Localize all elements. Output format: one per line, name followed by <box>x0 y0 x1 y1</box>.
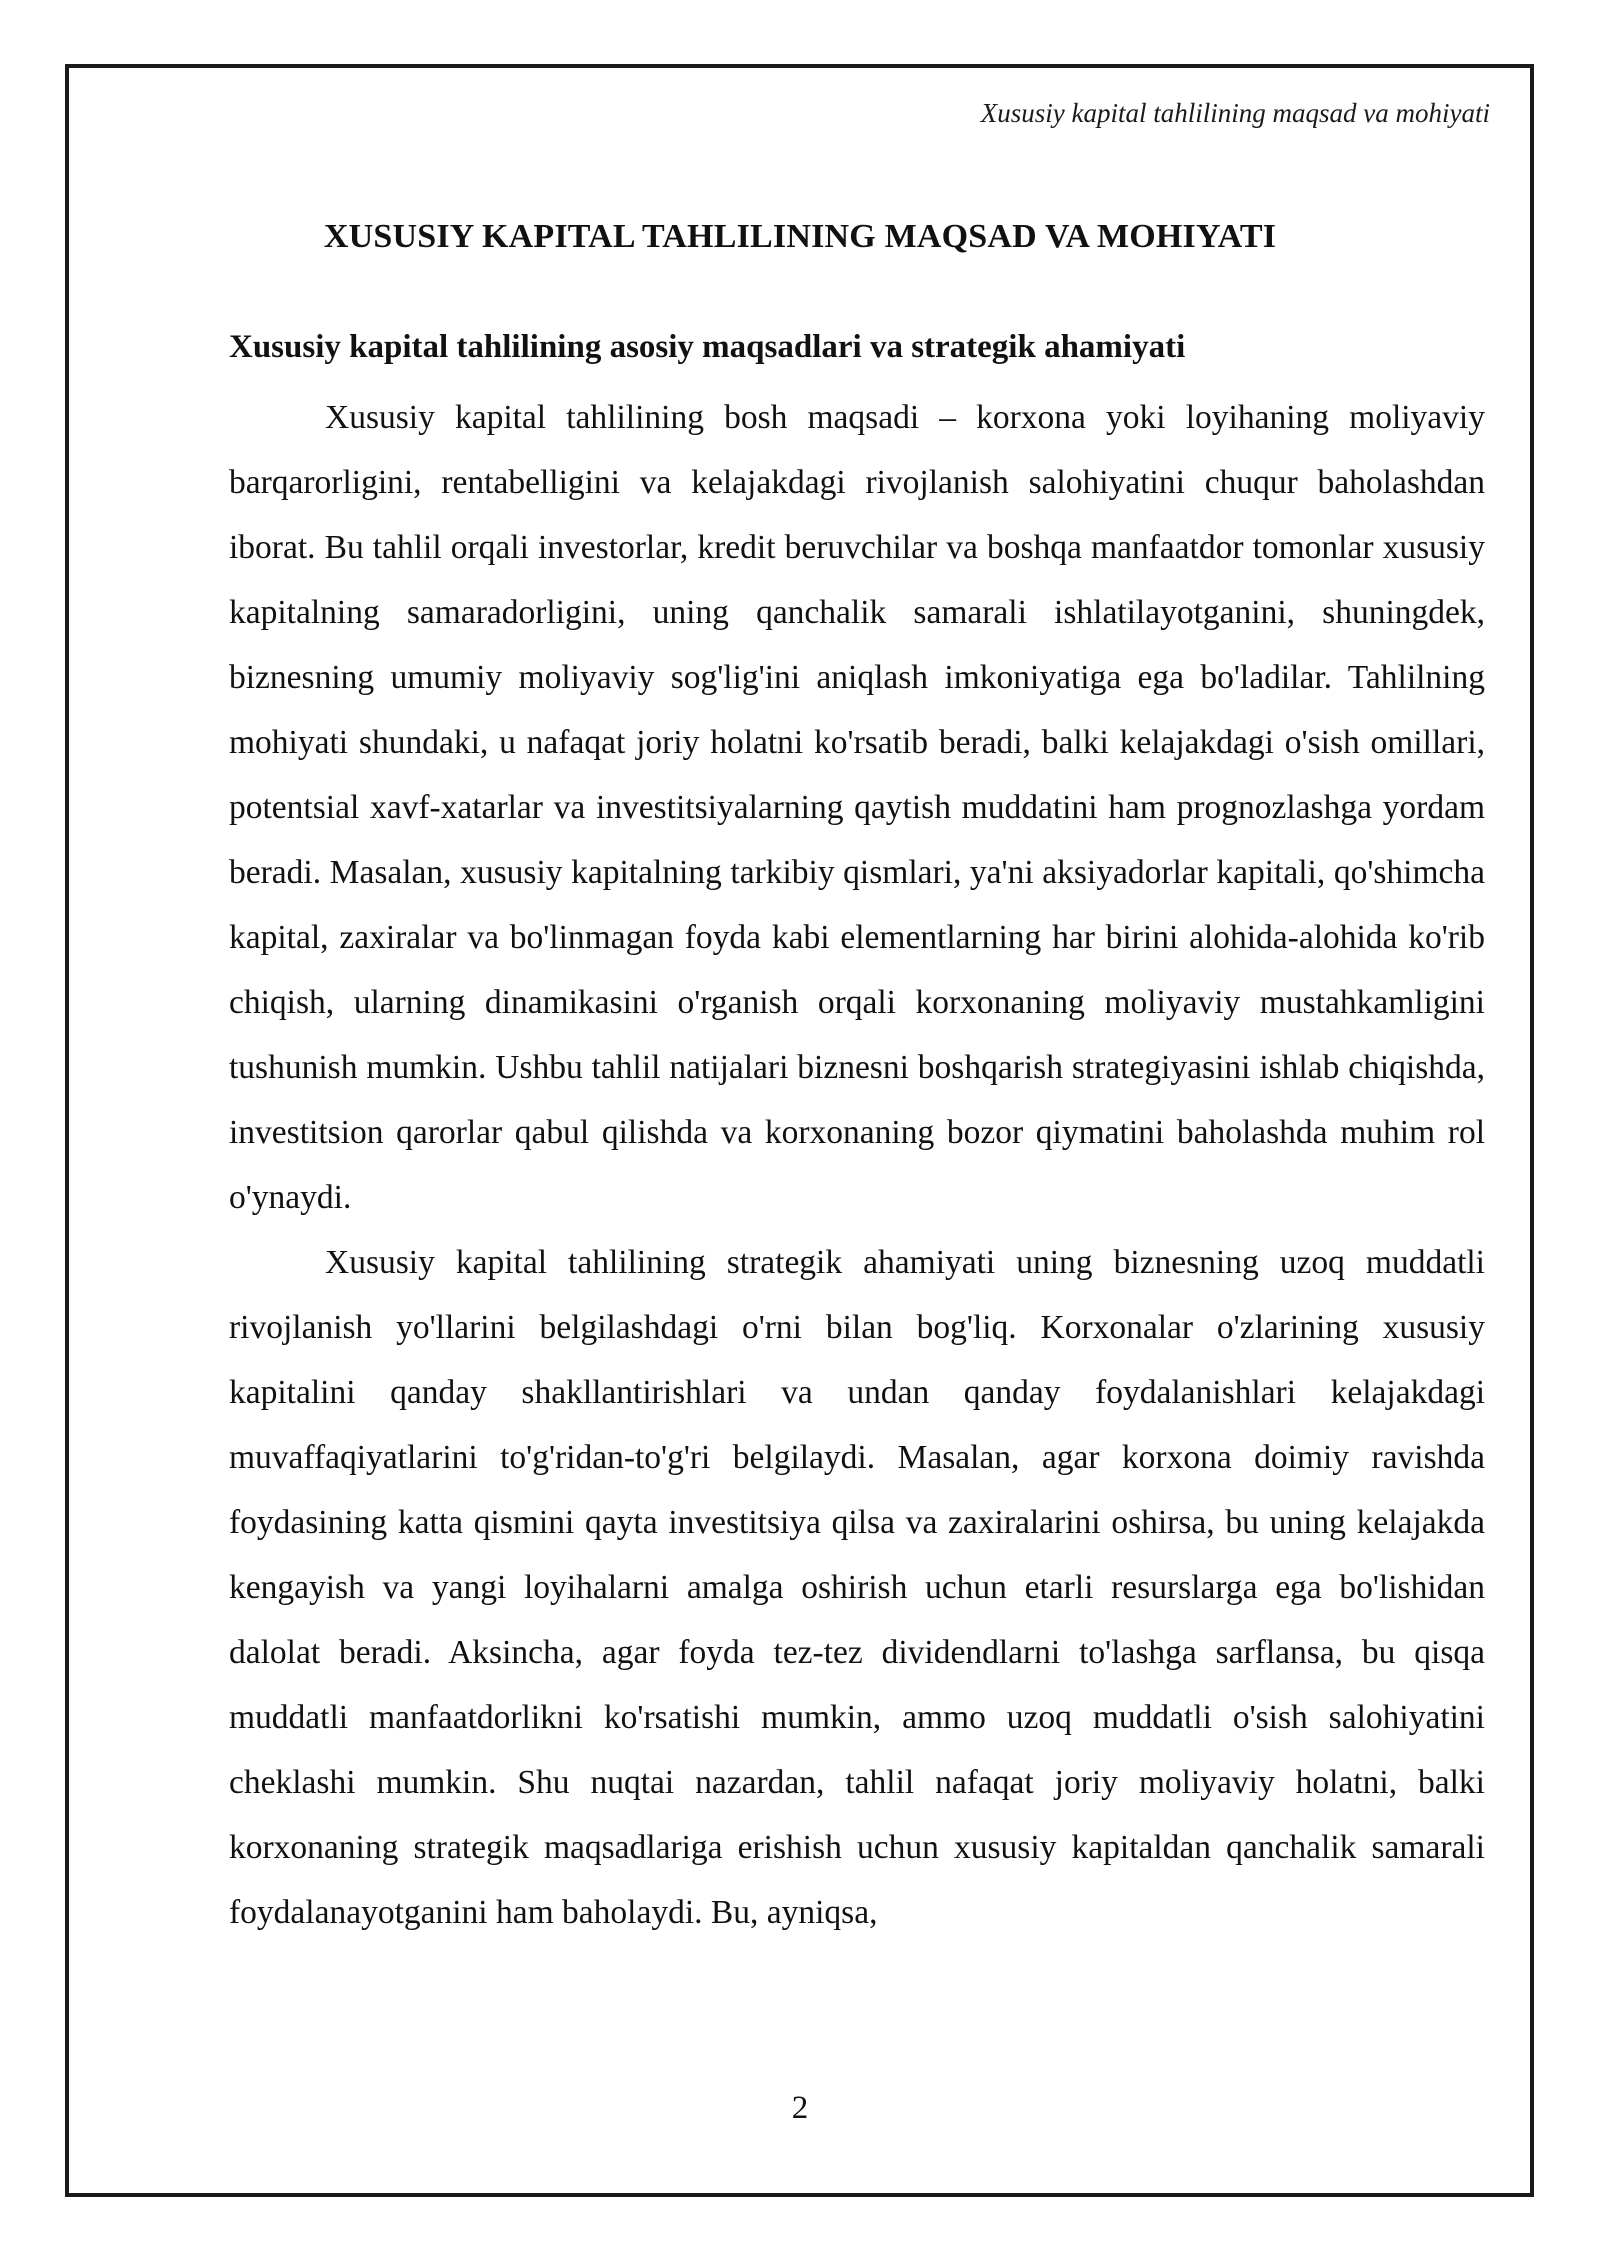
paragraph-1: Xususiy kapital tahlilining bosh maqsadi – korxona yoki loyihaning moliyaviy barqarorligini, rentabelligini va kelajakdagi rivojlanish salohiyatini chuqur baholashdan iborat. Bu tahlil orqali investorlar, kredit beruvchilar va boshqa manfaatdor tomonlar xususiy kapitalning samaradorligini, uning qanchalik samarali ishlatilayotganini, shuningdek, biznesning umumiy moliyaviy sog'lig'ini aniqlash imkoniyatiga ega bo'ladilar. Tahlilning mohiyati shundaki, u nafaqat joriy holatni ko'rsatib beradi, balki kelajakdagi o'sish omillari, potentsial xavf-xatarlar va investitsiyalarning qaytish muddatini ham prognozlashga yordam beradi. Masalan, xususiy kapitalning tarkibiy qismlari, ya'ni aksiyadorlar kapitali, qo'shimcha kapital, zaxiralar va bo'linmagan foyda kabi elementlarning har birini alohida-alohida ko'rib chiqish, ularning dinamikasini o'rganish orqali korxonaning moliyaviy mustahkamligini tushunish mumkin. Ushbu tahlil natijalari biznesni boshqarish strategiyasini ishlab chiqishda, investitsion qarorlar qabul qilishda va korxonaning bozor qiymatini baholashda muhim rol o'ynaydi. <box>229 399 1485 1216</box>
document-title: XUSUSIY KAPITAL TAHLILINING MAQSAD VA MOHIYATI <box>323 218 1277 255</box>
running-header: Xususiy kapital tahlilining maqsad va mohiyati <box>980 98 1490 128</box>
paragraph-2: Xususiy kapital tahlilining strategik ahamiyati uning biznesning uzoq muddatli rivojlanish yo'llarini belgilashdagi o'rni bilan bog'liq. Korxonalar o'zlarining xususiy kapitalini qanday shakllantirishlari va undan qanday foydalanishlari kelajakdagi muvaffaqiyatlarini to'g'ridan-to'g'ri belgilaydi. Masalan, agar korxona doimiy ravishda foydasining katta qismini qayta investitsiya qilsa va zaxiralarini oshirsa, bu uning kelajakda kengayish va yangi loyihalarni amalga oshirish uchun etarli resurslarga ega bo'lishidan dalolat beradi. Aksincha, agar foyda tez-tez dividendlarni to'lashga sarflansa, bu qisqa muddatli manfaatdorlikni ko'rsatishi mumkin, ammo uzoq muddatli o'sish salohiyatini cheklashi mumkin. Shu nuqtai nazardan, tahlil nafaqat joriy moliyaviy holatni, balki korxonaning strategik maqsadlariga erishish uchun xususiy kapitaldan qanchalik samarali foydalanayotganini ham baholaydi. Bu, ayniqsa, <box>229 1244 1485 1931</box>
section-heading: Xususiy kapital tahlilining asosiy maqsadlari va strategik ahamiyati <box>229 329 1186 365</box>
page-number: 2 <box>791 2090 809 2126</box>
document-body <box>229 325 1485 1945</box>
